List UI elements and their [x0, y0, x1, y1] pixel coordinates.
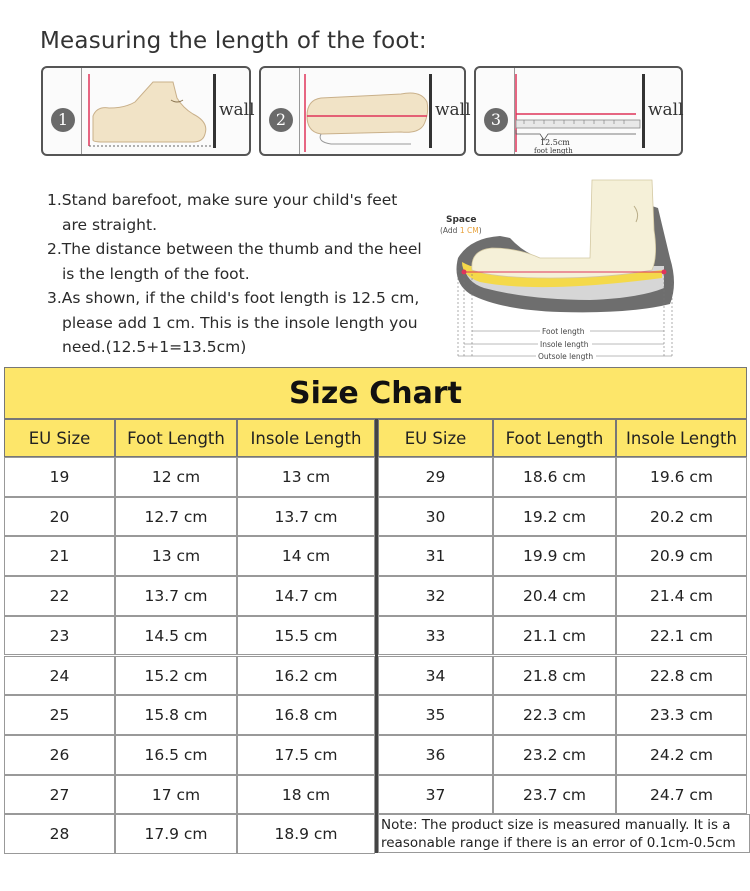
size-cell-eu-size: 33: [378, 616, 493, 656]
size-cell-insole-length: 22.8 cm: [616, 656, 747, 696]
size-cell-foot-length: 15.2 cm: [115, 656, 237, 696]
size-cell-eu-size: 23: [4, 616, 115, 656]
size-cell-foot-length: 16.5 cm: [115, 735, 237, 775]
wall-label: wall: [648, 100, 684, 120]
measure-panel-2: [259, 66, 471, 156]
size-cell-eu-size: 32: [378, 576, 493, 616]
size-cell-eu-size: 30: [378, 497, 493, 537]
size-cell-eu-size: 24: [4, 656, 115, 696]
size-cell-foot-length: 21.1 cm: [493, 616, 616, 656]
step-number-3: 3: [484, 108, 508, 132]
wall-line: [213, 74, 216, 148]
size-cell-eu-size: 27: [4, 775, 115, 815]
size-cell-foot-length: 18.6 cm: [493, 457, 616, 497]
measure-panel-3: [474, 66, 683, 156]
size-cell-foot-length: 14.5 cm: [115, 616, 237, 656]
space-label: Space: [446, 215, 477, 225]
size-cell-foot-length: 12.7 cm: [115, 497, 237, 537]
size-cell-foot-length: 15.8 cm: [115, 695, 237, 735]
size-cell-eu-size: 26: [4, 735, 115, 775]
size-cell-eu-size: 28: [4, 814, 115, 854]
wall-label: wall: [219, 100, 255, 120]
size-cell-insole-length: 23.3 cm: [616, 695, 747, 735]
size-cell-eu-size: 31: [378, 536, 493, 576]
page-heading: Measuring the length of the foot:: [40, 28, 427, 54]
header-foot-length-left: Foot Length: [115, 419, 237, 457]
size-cell-foot-length: 21.8 cm: [493, 656, 616, 696]
instruction-step-3: 3.As shown, if the child's foot length is 12.5 cm, please add 1 cm. This is the insole length you need.(12.5+1=13.5cm): [47, 289, 420, 356]
measure-panel-1: [41, 66, 255, 156]
header-insole-length-left: Insole Length: [237, 419, 375, 457]
size-chart: [4, 367, 750, 853]
size-cell-insole-length: 24.7 cm: [616, 775, 747, 815]
size-cell-foot-length: 23.7 cm: [493, 775, 616, 815]
instruction-step-2: 2.The distance between the thumb and the heel is the length of the foot.: [47, 240, 422, 283]
size-cell-eu-size: 21: [4, 536, 115, 576]
header-eu-size-left: EU Size: [4, 419, 115, 457]
outsole-length-label: Outsole length: [538, 352, 594, 361]
size-cell-insole-length: 15.5 cm: [237, 616, 375, 656]
size-cell-insole-length: 19.6 cm: [616, 457, 747, 497]
size-cell-foot-length: 13.7 cm: [115, 576, 237, 616]
size-cell-foot-length: 17.9 cm: [115, 814, 237, 854]
wall-line: [642, 74, 645, 148]
size-cell-eu-size: 25: [4, 695, 115, 735]
size-cell-foot-length: 13 cm: [115, 536, 237, 576]
size-cell-eu-size: 36: [378, 735, 493, 775]
wall-label: wall: [435, 100, 471, 120]
header-insole-length-right: Insole Length: [616, 419, 747, 457]
size-cell-foot-length: 19.9 cm: [493, 536, 616, 576]
step-number-1: 1: [51, 108, 75, 132]
size-cell-insole-length: 18 cm: [237, 775, 375, 815]
size-cell-foot-length: 19.2 cm: [493, 497, 616, 537]
ruler-measure-value: 12.5cm: [540, 138, 570, 147]
size-cell-insole-length: 16.2 cm: [237, 656, 375, 696]
size-cell-eu-size: 34: [378, 656, 493, 696]
size-cell-insole-length: 20.2 cm: [616, 497, 747, 537]
step-number-2: 2: [269, 108, 293, 132]
add-space-label: (Add 1 CM): [440, 226, 482, 235]
size-cell-eu-size: 19: [4, 457, 115, 497]
size-cell-insole-length: 14 cm: [237, 536, 375, 576]
instructions: [47, 188, 427, 360]
size-chart-title: Size Chart: [4, 367, 747, 419]
size-cell-foot-length: 22.3 cm: [493, 695, 616, 735]
size-cell-insole-length: 22.1 cm: [616, 616, 747, 656]
wall-line: [429, 74, 432, 148]
size-cell-foot-length: 23.2 cm: [493, 735, 616, 775]
size-cell-insole-length: 13 cm: [237, 457, 375, 497]
size-cell-insole-length: 16.8 cm: [237, 695, 375, 735]
size-cell-foot-length: 17 cm: [115, 775, 237, 815]
instruction-step-1: 1.Stand barefoot, make sure your child's feet are straight.: [47, 191, 398, 234]
measurement-note: Note: The product size is measured manually. It is a reasonable range if there is an error of 0.1cm-0.5cm: [378, 814, 750, 853]
size-cell-insole-length: 24.2 cm: [616, 735, 747, 775]
size-cell-insole-length: 21.4 cm: [616, 576, 747, 616]
size-cell-eu-size: 20: [4, 497, 115, 537]
size-cell-foot-length: 20.4 cm: [493, 576, 616, 616]
header-foot-length-right: Foot Length: [493, 419, 616, 457]
size-cell-eu-size: 22: [4, 576, 115, 616]
size-cell-insole-length: 17.5 cm: [237, 735, 375, 775]
ruler-measure-caption: foot length: [534, 147, 573, 155]
size-cell-insole-length: 14.7 cm: [237, 576, 375, 616]
size-cell-foot-length: 12 cm: [115, 457, 237, 497]
insole-length-label: Insole length: [540, 340, 589, 349]
size-cell-eu-size: 29: [378, 457, 493, 497]
size-cell-insole-length: 13.7 cm: [237, 497, 375, 537]
header-eu-size-right: EU Size: [378, 419, 493, 457]
size-cell-eu-size: 37: [378, 775, 493, 815]
size-cell-insole-length: 20.9 cm: [616, 536, 747, 576]
shoe-insole-diagram: [440, 178, 680, 360]
foot-length-label: Foot length: [542, 327, 585, 336]
size-cell-eu-size: 35: [378, 695, 493, 735]
size-cell-insole-length: 18.9 cm: [237, 814, 375, 854]
